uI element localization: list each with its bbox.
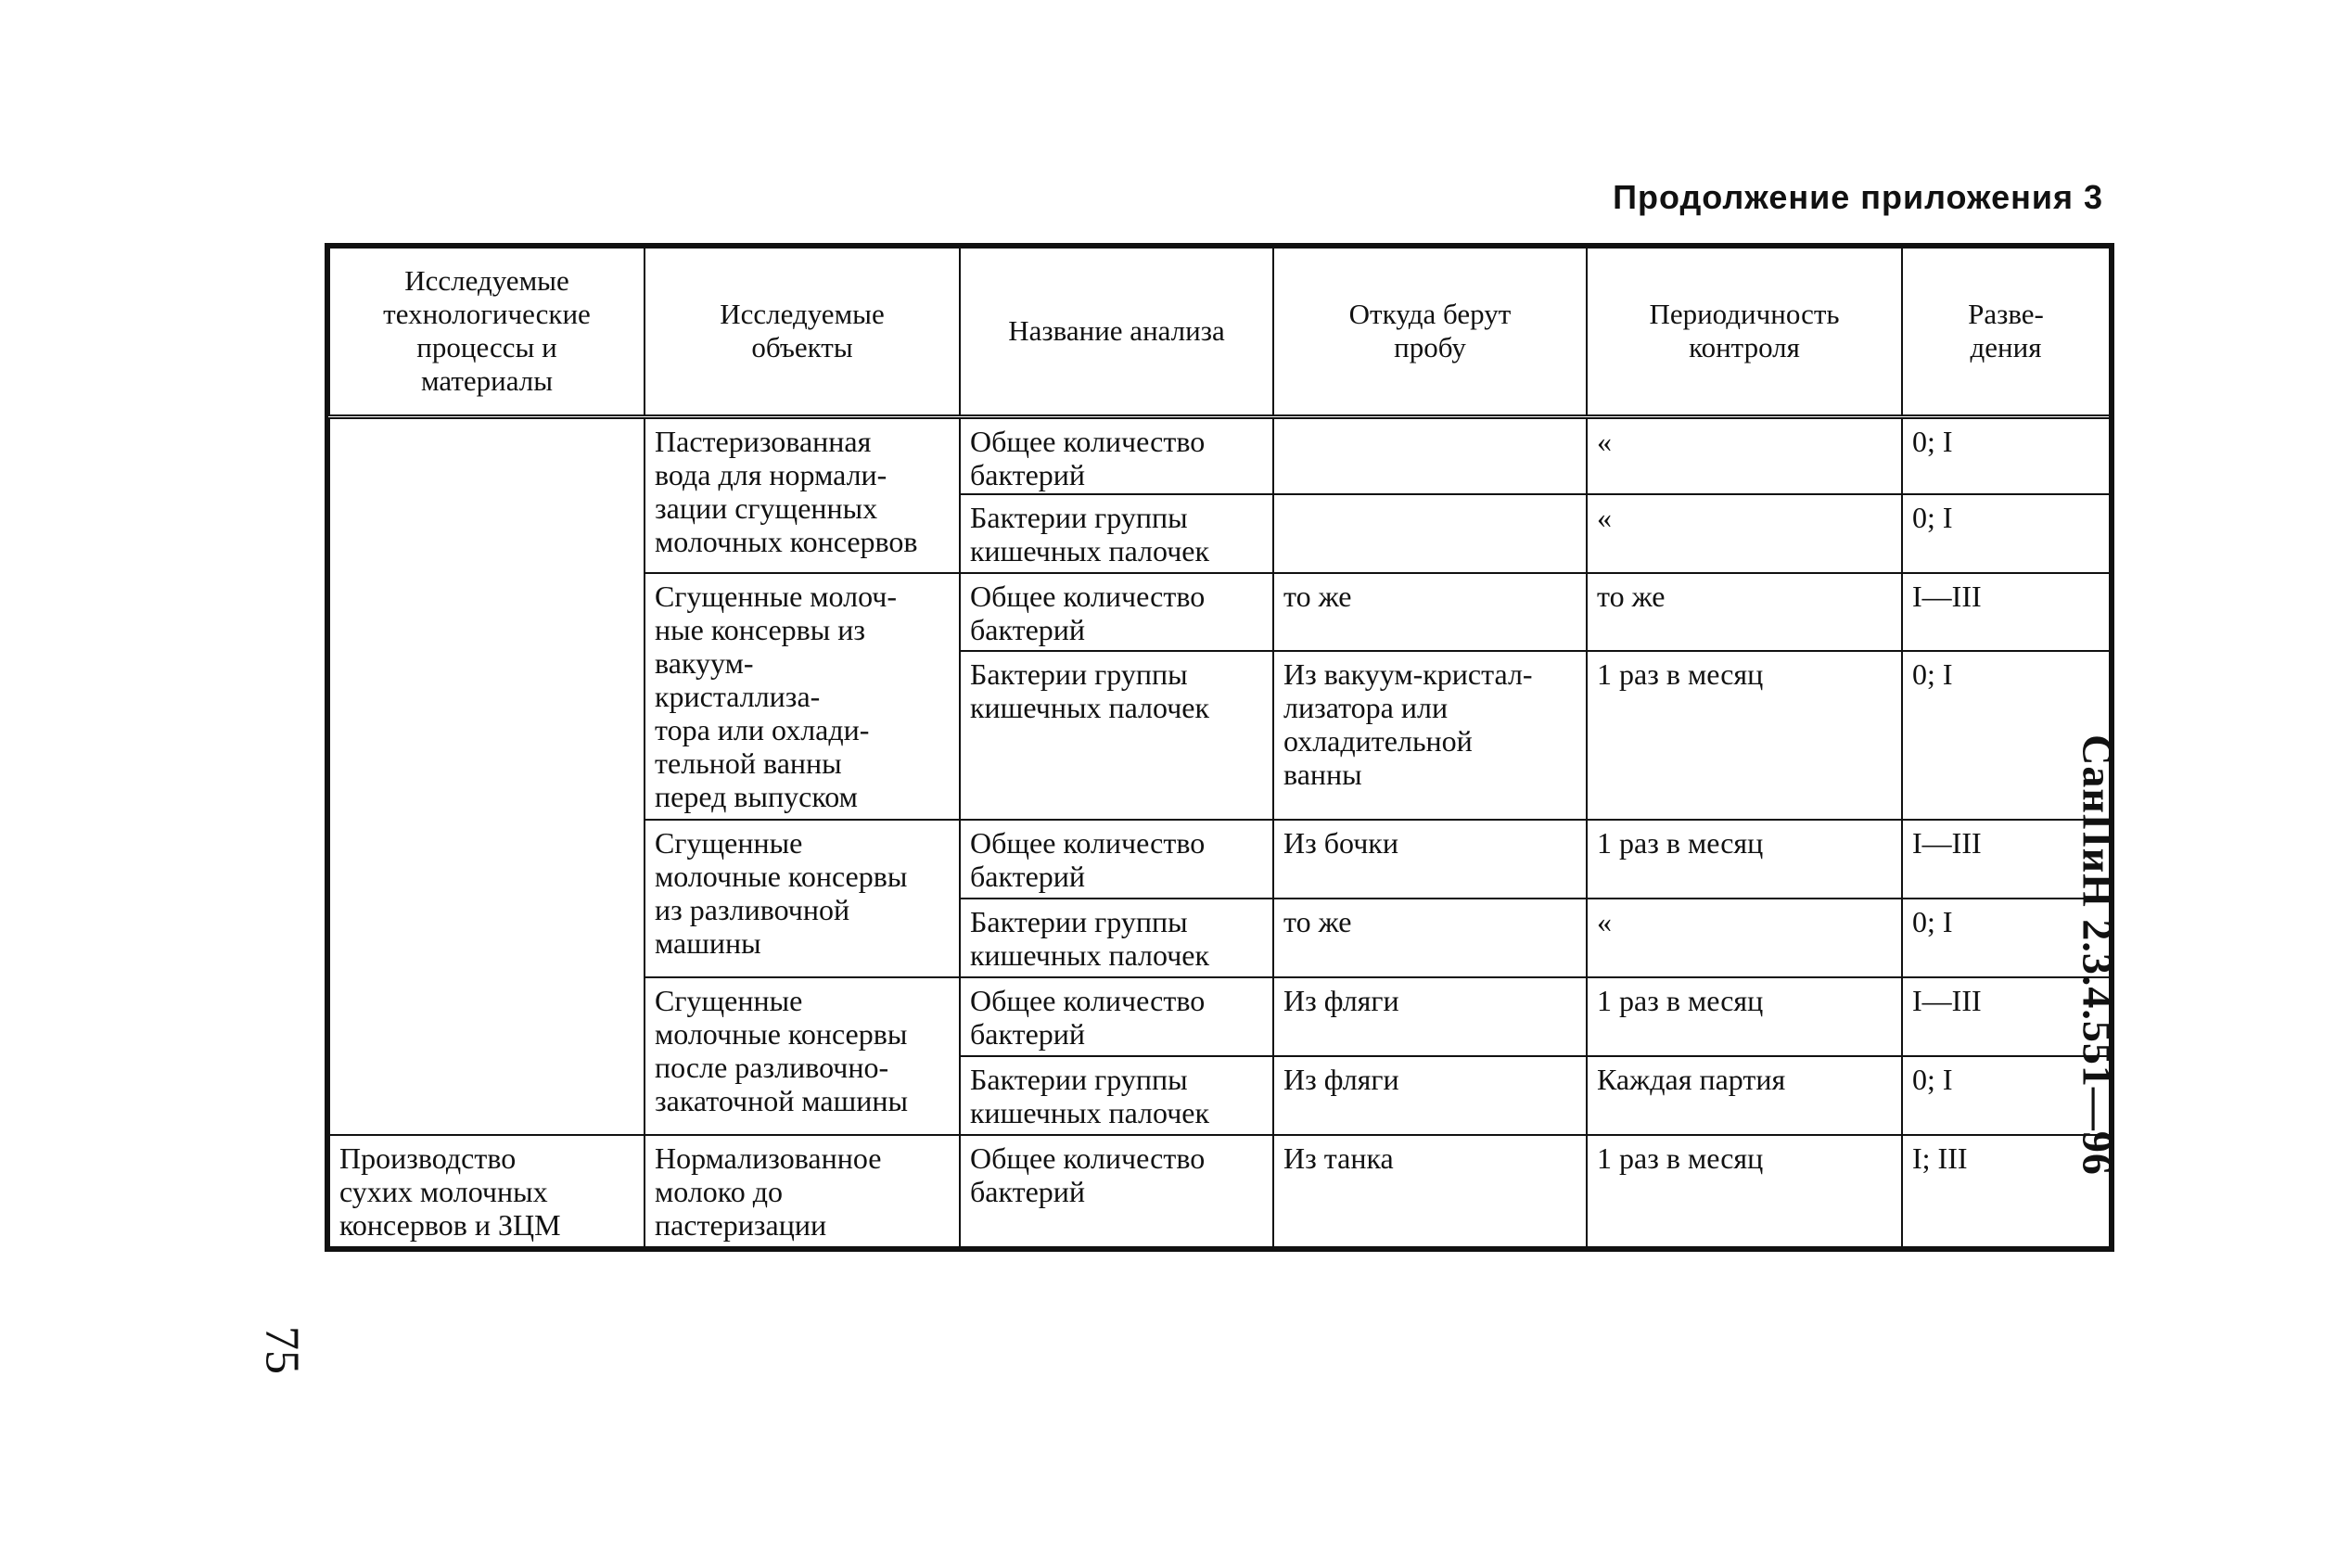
source-cell (1273, 494, 1587, 573)
analysis-cell: Общее количество бактерий (960, 1135, 1273, 1247)
source-cell: Из фляги (1273, 977, 1587, 1056)
analysis-cell: Общее количество бактерий (960, 977, 1273, 1056)
period-cell: 1 раз в месяц (1587, 1135, 1902, 1247)
dilution-cell: I; III (1902, 1135, 2110, 1247)
document-code-text: СанПиН 2.3.4.551—96 (2074, 734, 2122, 1176)
source-cell (1273, 416, 1587, 494)
control-table-grid (328, 247, 2111, 1248)
header-dilution: Разве- дения (1902, 248, 2110, 416)
dilution-cell: I—III (1902, 820, 2110, 899)
source-cell: то же (1273, 573, 1587, 651)
dilution-cell: I—III (1902, 977, 2110, 1056)
control-table (325, 243, 2114, 1252)
period-cell: то же (1587, 573, 1902, 651)
table-row (329, 416, 2110, 494)
dilution-cell: 0; I (1902, 416, 2110, 494)
header-period: Периодичность контроля (1587, 248, 1902, 416)
object-cell: Сгущенные молоч- ные консервы из вакуум- кристаллиза- тора или охлади- тельной ванны перед выпуском (645, 573, 960, 820)
period-cell: 1 раз в месяц (1587, 820, 1902, 899)
analysis-cell: Общее количество бактерий (960, 573, 1273, 651)
dilution-cell: 0; I (1902, 899, 2110, 977)
analysis-cell: Бактерии группы кишечных палочек (960, 494, 1273, 573)
header-source: Откуда берут пробу (1273, 248, 1587, 416)
period-cell: « (1587, 899, 1902, 977)
page-number-text: 75 (255, 1326, 309, 1374)
analysis-cell: Бактерии группы кишечных палочек (960, 1056, 1273, 1135)
process-cell: Производство сухих молочных консервов и ЗЦМ (329, 1135, 645, 1247)
object-cell: Пастеризованная вода для нормали- зации сгущенных молочных консервов (645, 416, 960, 573)
period-cell: 1 раз в месяц (1587, 651, 1902, 820)
page-heading: Продолжение приложения 3 (1613, 178, 2103, 216)
header-process: Исследуемые технологические процессы и материалы (329, 248, 645, 416)
analysis-cell: Общее количество бактерий (960, 416, 1273, 494)
dilution-cell: I—III (1902, 573, 2110, 651)
dilution-cell: 0; I (1902, 1056, 2110, 1135)
period-cell: Каждая партия (1587, 1056, 1902, 1135)
source-cell: Из бочки (1273, 820, 1587, 899)
dilution-cell: 0; I (1902, 494, 2110, 573)
dilution-cell: 0; I (1902, 651, 2110, 820)
source-cell: Из вакуум-кристал- лизатора или охладительной ванны (1273, 651, 1587, 820)
source-cell: Из фляги (1273, 1056, 1587, 1135)
header-row (329, 248, 2110, 416)
source-cell: Из танка (1273, 1135, 1587, 1247)
period-cell: 1 раз в месяц (1587, 977, 1902, 1056)
period-cell: « (1587, 416, 1902, 494)
header-analysis: Название анализа (960, 248, 1273, 416)
header-objects: Исследуемые объекты (645, 248, 960, 416)
object-cell: Нормализованное молоко до пастеризации (645, 1135, 960, 1247)
process-cell (329, 416, 645, 1135)
analysis-cell: Бактерии группы кишечных палочек (960, 899, 1273, 977)
object-cell: Сгущенные молочные консервы после разливочно- закаточной машины (645, 977, 960, 1135)
analysis-cell: Бактерии группы кишечных палочек (960, 651, 1273, 820)
table-row (329, 1135, 2110, 1247)
analysis-cell: Общее количество бактерий (960, 820, 1273, 899)
period-cell: « (1587, 494, 1902, 573)
source-cell: то же (1273, 899, 1587, 977)
object-cell: Сгущенные молочные консервы из разливочной машины (645, 820, 960, 977)
